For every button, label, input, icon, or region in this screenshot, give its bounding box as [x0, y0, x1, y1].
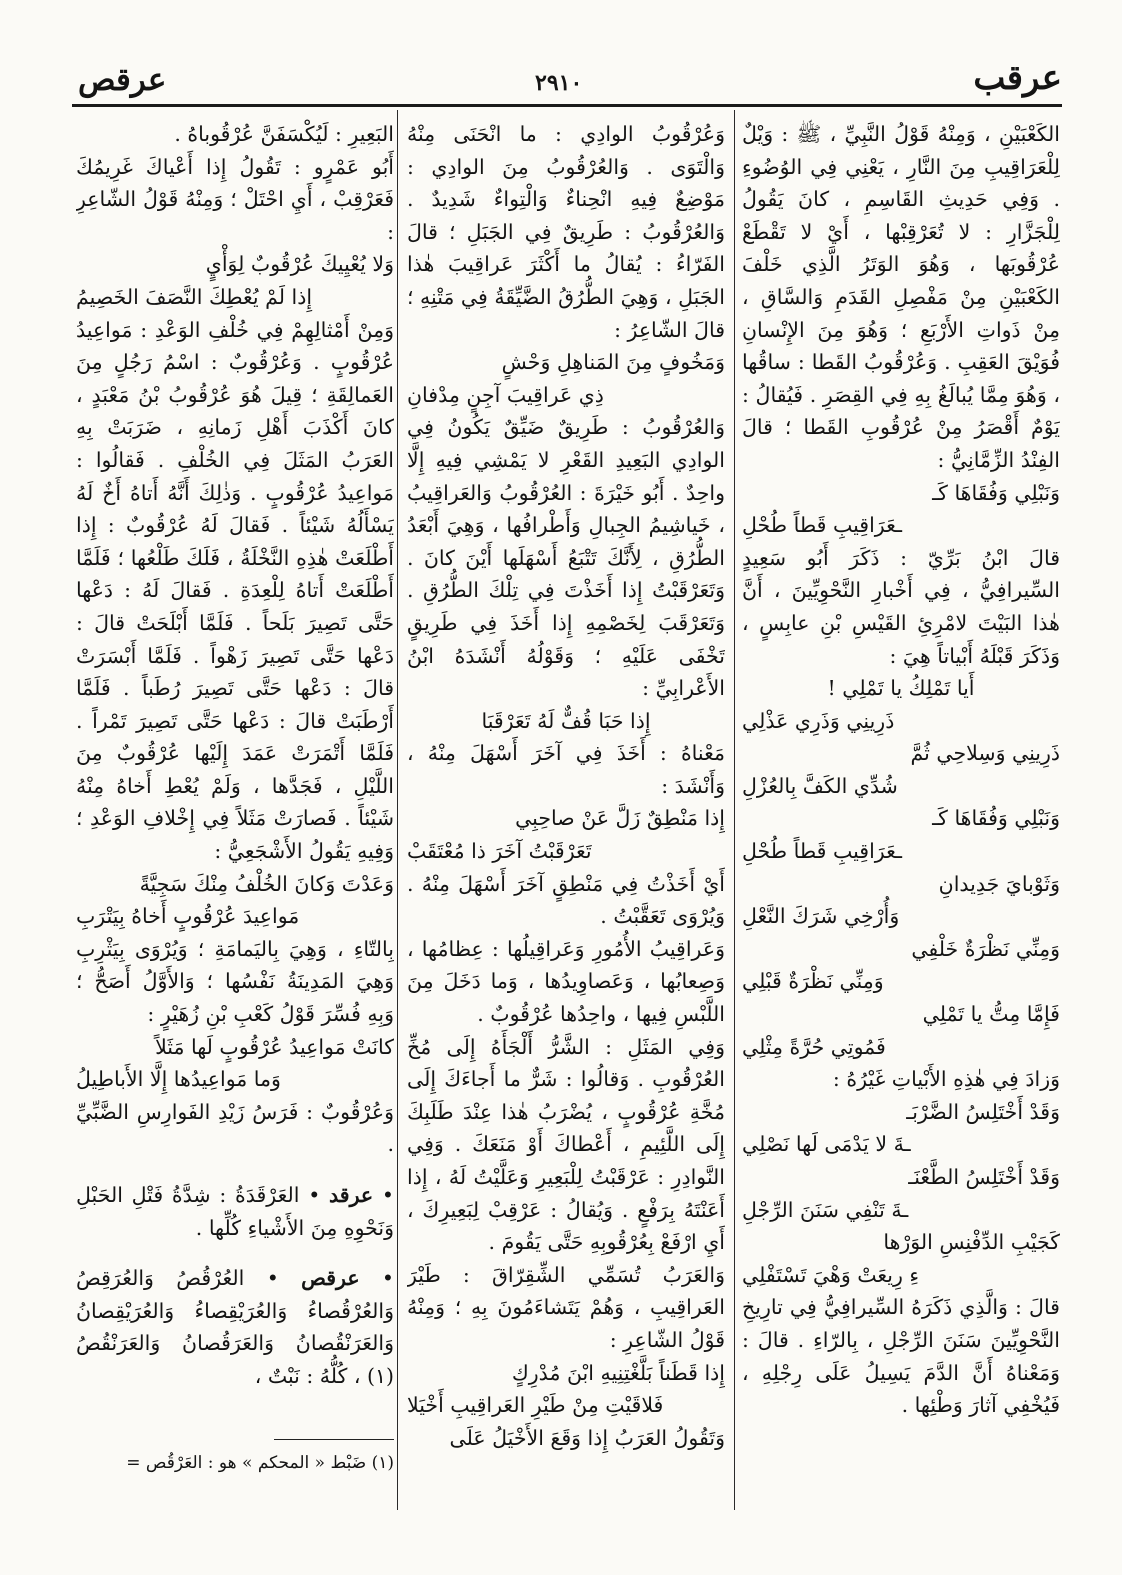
verse-line: وَمِنِّي نَظْرَةٌ قَبْلِي	[742, 969, 884, 994]
paragraph: وَزادَ فِي هٰذِهِ الأَبْياتِ غَيْرُهُ :	[832, 1067, 1060, 1092]
verse-line: ـةَ لا يَدْمَى لَها نَصْلِي	[742, 1132, 911, 1157]
verse-line: ذَرِينِي وَسِلاحِي ثُمَّ	[910, 741, 1060, 766]
paragraph: وَمِنْ أَمْثالِهِمْ فِي خُلْفِ الوَعْدِ : مَواعِيدُ عُرْقُوبٍ . وَعُرْقُوبٌ : اسْمُ رَجُلٍ مِنَ العَمالِقَةِ ؛ قِيلَ هُوَ عُرْقُوبُ بْنُ مَعْبَدٍ ، كانَ أَكْذَبَ أَهْلِ زَمانِهِ ، ضَرَبَتْ بِهِ العَرَبُ المَثَلَ فِي الخُلْفِ . فَقالُوا : مَواعِيدُ عُرْقُوبٍ . وَذٰلِكَ أَنَّهُ أَتاهُ أَخٌ لَهُ يَسْأَلُهُ شَيْئاً . فَقالَ لَهُ عُرْقُوبٌ : إِذا أَطْلَعَتْ هٰذِهِ النَّخْلَةُ ، فَلَكَ طَلْعُها ؛ فَلَمَّا أَطْلَعَتْ أَتاهُ لِلْعِدَةِ . فَقالَ لَهُ : دَعْها حَتَّى تَصِيرَ بَلَحاً . فَلَمَّا أَبْلَحَتْ قالَ : دَعْها حَتَّى تَصِيرَ زَهْواً . فَلَمَّا أَبْسَرَتْ قالَ : دَعْها حَتَّى تَصِيرَ رُطَباً . فَلَمَّا أَرْطَبَتْ قالَ : دَعْها حَتَّى تَصِيرَ تَمْراً . فَلَمَّا أَتْمَرَتْ عَمَدَ إِلَيْها عُرْقُوبٌ مِنَ اللَّيْلِ ، فَجَدَّها ، وَلَمْ يُعْطِ أَخاهُ مِنْهُ شَيْئاً . فَصارَتْ مَثَلاً فِي إِخْلافِ الوَعْدِ ؛ وَفِيهِ يَقُولُ الأَشْجَعِيُّ :	[76, 317, 394, 864]
verse-line: ـةَ تَنْفِي سَنَنَ الرِّجْلِ	[742, 1197, 909, 1222]
paragraph: الكَعْبَيْنِ ، وَمِنْهُ قَوْلُ النَّبِيِّ ، ﷺ : وَيْلٌ لِلْعَرَاقِيبِ مِنَ النَّارِ ، يَعْنِي فِي الوُضُوءِ . وَفِي حَدِيثِ القَاسِمِ ، كانَ يَقُولُ لِلْجَزَّارِ : لا تُعَرْقِبْها ، أَيْ لا تَقْطَعْ عُرْقُوبَها ، وَهُوَ الوَتَرُ الَّذِي خَلْفَ الكَعْبَيْنِ مِنْ مَفْصِلِ القَدَمِ وَالسَّاقِ ، مِنْ ذَواتِ الأَرْبَعِ ؛ وَهُوَ مِنَ الإِنْسانِ فُوَيْقَ العَقِبِ . وَعُرْقُوبُ القَطا : ساقُها ، وَهُوَ مِمَّا يُبالَغُ بِهِ فِي القِصَرِ . فَيُقالُ : يَوْمٌ أَقْصَرُ مِنْ عُرْقُوبِ القَطا ؛ قالَ الفِنْدُ الزِّمَّانِيُّ :	[742, 122, 1060, 472]
header-entry-word-left: عرقص	[78, 62, 167, 98]
verse-line: ءِ رِيعَتْ وَهْيَ تَسْتَفْلِي	[742, 1262, 920, 1287]
verse-line: وَلا يُعْيِيكَ عُرْقُوبٌ لِوَأْيٍ	[205, 252, 394, 277]
entry-headword: عرقص	[301, 1266, 360, 1291]
column-divider-1	[734, 110, 735, 1510]
footnote-rule	[274, 1439, 394, 1440]
entry-irqas: • عرقص • العُرْقُصُ وَالعُرَقِصُ وَالعُرْقُصاءُ وَالعُرَيْقِصاءُ وَالعُرَيْقِصانُ وَالعَرَنْقُصانُ وَالعَرَقُصانُ وَالعَرَنْقُصُ (١) ، كُلُّهُ : نَبْتٌ ،	[76, 1266, 394, 1388]
column-divider-2	[397, 110, 398, 1510]
page-number: ٢٩١٠	[535, 70, 583, 96]
paragraph: البَعِيرِ : لَيُكْسَفَنَّ عُرْقُوباهُ .	[174, 122, 394, 146]
entry-irqad: • عرقد • العَرْقَدَةُ : شِدَّةُ فَتْلِ الحَبْلِ وَنَحْوِهِ مِنَ الأَشْياءِ كُلِّها .	[76, 1183, 394, 1240]
verse-line: شُدِّي الكَفَّ بِالعُزْلِ	[742, 773, 898, 798]
verse-line: إِذا حَبَا قُفٌّ لَهُ تَعَرْقَبَا	[481, 708, 651, 733]
verse-line: إِذا لَمْ يُعْطِكَ النَّصَفَ الخَصِيمُ	[76, 284, 313, 309]
verse-line: ذِي عَراقِيبَ آجِنٍ مِدْفانِ	[407, 382, 604, 407]
paragraph: وَفِي المَثَلِ : الشَّرُّ أَلْجَأَهُ إِلَى مُخِّ العُرْقُوبِ . وَقالُوا : شَرٌّ ما أَجاءَكَ إِلَى مُخَّةِ عُرْقُوبٍ ، يُضْرَبُ هٰذا عِنْدَ طَلَبِكَ إِلَى اللَّئِيمِ ، أَعْطاكَ أَوْ مَنَعَكَ . وَفِي النَّوادِرِ : عَرْقَبْتُ لِلْبَعِيرِ وَعَلَّيْتُ لَهُ ، إِذا أَعَنْتَهُ بِرَفْعٍ . وَيُقالُ : عَرْقِبْ لِبَعِيرِكَ ، أَيِ ارْفَعْ بِعُرْقُوبِهِ حَتَّى يَقُومَ .	[407, 1034, 725, 1255]
text-column-left	[76, 118, 394, 1518]
paragraph: وَعُرْقُوبُ الوادِي : ما انْحَنَى مِنْهُ وَالْتَوَى . وَالعُرْقُوبُ مِنَ الوادِي : مَوْضِعٌ فِيهِ انْحِناءٌ وَالْتِواءٌ شَدِيدٌ . وَالعُرْقُوبُ : طَرِيقٌ فِي الجَبَلِ ؛ قالَ الفَرّاءُ : يُقالُ ما أَكْثَرَ عَراقِيبَ هٰذا الجَبَلِ ، وَهِيَ الطُّرُقُ الضَّيِّقَةُ فِي مَتْنِهِ ؛ قالَ الشّاعِرُ :	[407, 122, 725, 342]
verse-line: كَجَيْبِ الدِّفْنِسِ الوَرْها	[883, 1230, 1060, 1255]
paragraph: قالَ ابْنُ بَرِّيّ : ذَكَرَ أَبُو سَعِيدٍ السِّيرافِيُّ ، فِي أَخْبارِ النَّحْوِيِّينَ ، أَنَّ هٰذا البَيْتَ لامْرِئِ القَيْسِ بْنِ عابِسٍ ، وَذَكَرَ قَبْلَهُ أَبْياتاً هِيَ :	[742, 545, 1060, 668]
entry-definition: العُرْقُصُ وَالعُرَقِصُ وَالعُرْقُصاءُ وَالعُرَيْقِصاءُ وَالعُرَيْقِصانُ وَالعَرَنْقُصانُ وَالعَرَقُصانُ وَالعَرَنْقُصُ (١) ، كُلُّهُ : نَبْتٌ ،	[76, 1266, 394, 1388]
verse-line: وَمِنِّي نَظْرَةٌ خَلْفِي	[911, 936, 1060, 961]
verse-line: وَقَدْ أَخْتَلِسُ الطَّعْنَـ	[908, 1165, 1060, 1189]
verse-line: ـعَرَاقِيبِ قَطاً طُحْلِ	[742, 513, 902, 538]
paragraph: وَالعَرَبُ تُسَمِّي الشِّقِرّاقَ : طَيْرَ العَراقِيبِ ، وَهُمْ يَتَشاءَمُونَ بِهِ ؛ وَمِنْهُ قَوْلُ الشّاعِرِ :	[407, 1262, 725, 1352]
verse-line: فَإِمَّا مِتُّ يا تَمْلِي	[922, 1002, 1060, 1027]
verse-line: ذَرِينِي وَذَرِي عَذْلِي	[742, 708, 895, 733]
verse-line: فَمُوتِي حُرَّةً مِثْلِي	[742, 1034, 886, 1059]
verse-line: أَيا تَمْلِكُ يا تَمْلِي !	[827, 676, 975, 701]
header-entry-word-right: عرقب	[973, 58, 1062, 98]
verse-line: مَواعِيدَ عُرْقُوبٍ أَخاهُ بِيَتْرَبِ	[76, 904, 300, 929]
verse-line: وَما مَواعِيدُها إِلَّا الأَباطِيلُ	[76, 1067, 281, 1092]
paragraph: قالَ : وَالَّذِي ذَكَرَهُ السِّيرافِيُّ فِي تارِيخِ النَّحْوِيِّينَ سَنَنَ الرِّجْلِ ، بِالرّاءِ . قالَ : وَمَعْناهُ أَنَّ الدَّمَ يَسِيلُ عَلَى رِجْلِهِ ، فَيُخْفِي آثارَ وَطْئِها .	[742, 1295, 1060, 1418]
paragraph: وَعَراقِيبُ الأُمُورِ وَعَراقِيلُها : عِظامُها ، وَصِعابُها ، وَعَصاوِيدُها ، وَما دَخَلَ مِنَ اللَّبْسِ فِيها ، واحِدُها عُرْقُوبٌ .	[407, 936, 725, 1027]
paragraph: وَتَقُولُ العَرَبُ إِذا وَقَعَ الأَخْيَلُ عَلَى	[449, 1425, 725, 1450]
verse-line: تَعَرْقَبْتُ آخَرَ ذا مُعْتَقَبْ	[407, 839, 592, 864]
verse-line: ـعَرَاقِيبِ قَطاً طُحْلِ	[742, 839, 902, 864]
paragraph: أَيْ أَخَذْتُ فِي مَنْطِقٍ آخَرَ أَسْهَلَ مِنْهُ . وَيُرْوَى تَعَقَّبْتُ .	[407, 871, 725, 929]
verse-line: وَثَوْبايَ جَدِيدانِ	[938, 871, 1060, 896]
text-column-right	[742, 118, 1060, 1518]
verse-line: إِذا قَطَناً بَلَّغْتِنِيهِ ابْنَ مُدْرِكٍ	[511, 1360, 725, 1385]
verse-line: كانَتْ مَواعِيدُ عُرْقُوبٍ لَها مَثَلاً	[155, 1034, 394, 1059]
verse-line: فَلاقَيْتِ مِنْ طَيْرِ العَراقِيبِ أَخْيَلا	[407, 1393, 664, 1418]
text-column-middle	[407, 118, 725, 1518]
verse-line: وَنَبْلِي وَفُقَاهَا كَـ	[932, 806, 1060, 831]
paragraph: أَبُو عَمْرٍو : تَقُولُ إِذا أَعْياكَ غَرِيمُكَ فَعَرْقِبْ ، أَيِ احْتَلْ ؛ وَمِنْهُ قَوْلُ الشّاعِرِ :	[76, 154, 394, 244]
verse-line: وَعَدْتَ وَكانَ الخُلْفُ مِنْكَ سَجِيَّةً	[139, 871, 394, 896]
verse-line: وَقَدْ أَخْتَلِسُ الضَّرْبَـ	[906, 1099, 1060, 1124]
paragraph: وَالعُرْقُوبُ : طَرِيقٌ ضَيِّقٌ يَكُونُ فِي الوادِي البَعِيدِ القَعْرِ لا يَمْشِي فِيهِ إِلَّا واحِدٌ . أَبُو خَيْرَةَ : العُرْقُوبُ وَالعَراقِيبُ ، خَياشِيمُ الجِبالِ وَأَطْرافُها ، وَهِيَ أَبْعَدُ الطُّرُقِ ، لِأَنَّكَ تَتْبَعُ أَسْهَلَها أَيْنَ كانَ . وَتَعَرْقَبْتُ إِذا أَخَذْتَ فِي تِلْكَ الطُّرُقِ . وَتَعَرْقَبَ لِخَصْمِهِ إِذا أَخَذَ فِي طَرِيقٍ تَخْفَى عَلَيْهِ ؛ وَقَوْلُهُ أَنْشَدَهُ ابْنُ الأَعْرابِيِّ :	[407, 415, 725, 701]
paragraph: مَعْناهُ : أَخَذَ فِي آخَرَ أَسْهَلَ مِنْهُ ، وَأَنْشَدَ :	[407, 741, 725, 798]
verse-line: وَمَخُوفٍ مِنَ المَناهِلِ وَحْشٍ	[501, 350, 725, 375]
entry-definition: العَرْقَدَةُ : شِدَّةُ فَتْلِ الحَبْلِ وَنَحْوِهِ مِنَ الأَشْياءِ كُلِّها .	[76, 1183, 394, 1240]
verse-line: إِذا مَنْطِقٌ زَلَّ عَنْ صاحِبِي	[515, 806, 725, 831]
paragraph: وَعُرْقُوبٌ : فَرَسُ زَيْدِ الفَوارِسِ الضَّبِّيِّ .	[76, 1099, 394, 1157]
header-rule	[72, 104, 1062, 107]
verse-line: وَنَبْلِي وَفُقَاهَا كَـ	[932, 480, 1060, 505]
footnote: (١) ضَبْط « المحكم » هو : العَرْقُص =	[126, 1452, 394, 1473]
paragraph: بِالتّاءِ ، وَهِيَ بِاليَمامَةِ ؛ وَيُرْوَى بِيَثْرِبِ وَهِيَ المَدِينَةُ نَفْسُها ؛ وَالأَوَّلُ أَصَحُّ ؛ وَبِهِ فُسِّرَ قَوْلُ كَعْبِ بْنِ زُهَيْرٍ :	[76, 936, 394, 1027]
verse-line: وَأُرْخِي شَرَكَ النَّعْلِ	[742, 904, 900, 929]
entry-headword: عرقد	[329, 1183, 374, 1207]
